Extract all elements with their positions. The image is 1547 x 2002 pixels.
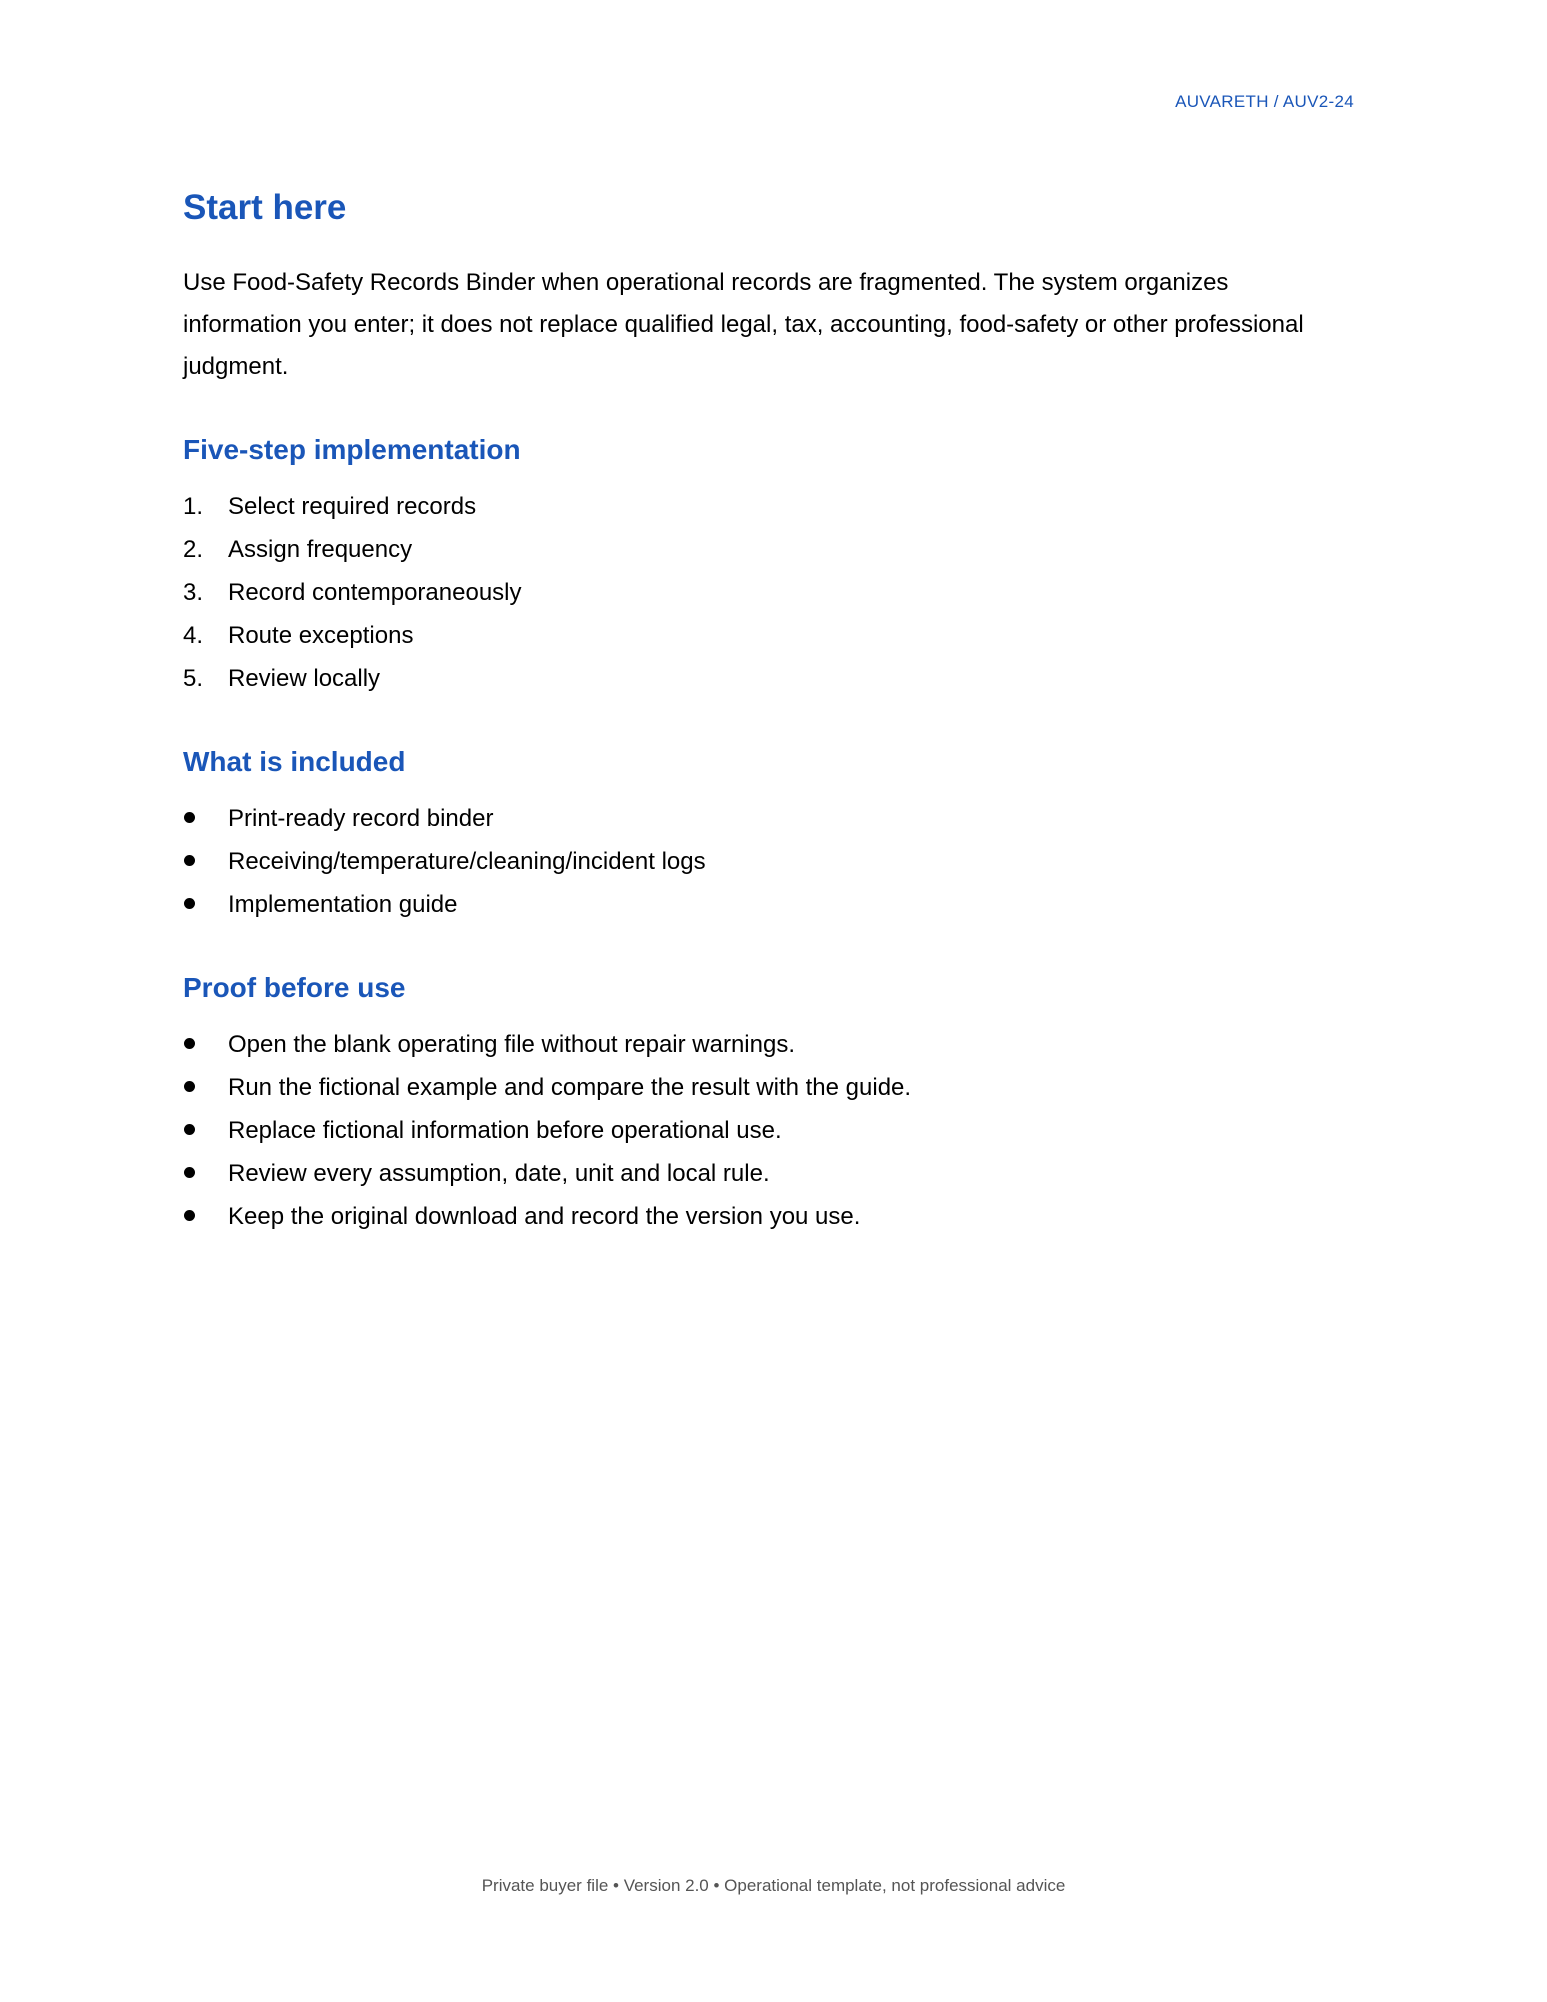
included-list xyxy=(183,798,1363,926)
list-item xyxy=(183,1024,1363,1066)
list-item xyxy=(183,572,1363,614)
list-item xyxy=(183,1067,1363,1109)
proof-list xyxy=(183,1024,1363,1238)
bullet-icon xyxy=(183,1196,228,1238)
step-text: Route exceptions xyxy=(228,622,414,649)
document-body xyxy=(183,180,1363,1278)
included-item-text: Implementation guide xyxy=(228,891,458,918)
bullet-icon xyxy=(183,1067,228,1109)
list-item xyxy=(183,798,1363,840)
bullet-icon xyxy=(183,1024,228,1066)
page-footer: Private buyer file • Version 2.0 • Operational template, not professional advice xyxy=(481,1876,1066,1895)
step-number: 4. xyxy=(183,622,204,649)
step-number: 2. xyxy=(183,536,204,563)
step-text: Assign frequency xyxy=(228,536,413,563)
list-item xyxy=(183,615,1363,657)
step-number: 3. xyxy=(183,579,204,606)
steps-list xyxy=(183,486,1363,700)
steps-heading: Five-step implementation xyxy=(183,434,521,465)
intro-paragraph: Use Food-Safety Records Binder when operational records are fragmented. The system organizes information you enter; it does not replace qualified legal, tax, accounting, food-safety or other professional judgment. xyxy=(183,269,1304,380)
list-item xyxy=(183,658,1363,700)
page-title: Start here xyxy=(183,188,347,227)
step-text: Record contemporaneously xyxy=(228,579,522,606)
bullet-icon xyxy=(183,798,228,840)
step-number: 5. xyxy=(183,665,204,692)
bullet-icon xyxy=(183,841,228,883)
proof-item-text: Keep the original download and record the version you use. xyxy=(228,1203,861,1230)
included-item-text: Print-ready record binder xyxy=(228,805,494,832)
proof-item-text: Review every assumption, date, unit and local rule. xyxy=(228,1160,770,1187)
list-item xyxy=(183,1153,1363,1195)
bullet-icon xyxy=(183,1110,228,1152)
list-item xyxy=(183,486,1363,528)
included-item-text: Receiving/temperature/cleaning/incident logs xyxy=(228,848,706,875)
list-item xyxy=(183,841,1363,883)
bullet-icon xyxy=(183,884,228,926)
proof-item-text: Replace fictional information before operational use. xyxy=(228,1117,782,1144)
proof-heading: Proof before use xyxy=(183,972,406,1003)
step-text: Select required records xyxy=(228,493,477,520)
proof-item-text: Run the fictional example and compare the result with the guide. xyxy=(228,1074,912,1101)
list-item xyxy=(183,1196,1363,1238)
proof-item-text: Open the blank operating file without repair warnings. xyxy=(228,1031,795,1058)
list-item xyxy=(183,1110,1363,1152)
list-item xyxy=(183,529,1363,571)
bullet-icon xyxy=(183,1153,228,1195)
list-item xyxy=(183,884,1363,926)
included-heading: What is included xyxy=(183,746,406,777)
document-reference: AUVARETH / AUV2-24 xyxy=(1175,92,1354,111)
step-text: Review locally xyxy=(228,665,381,692)
step-number: 1. xyxy=(183,493,204,520)
